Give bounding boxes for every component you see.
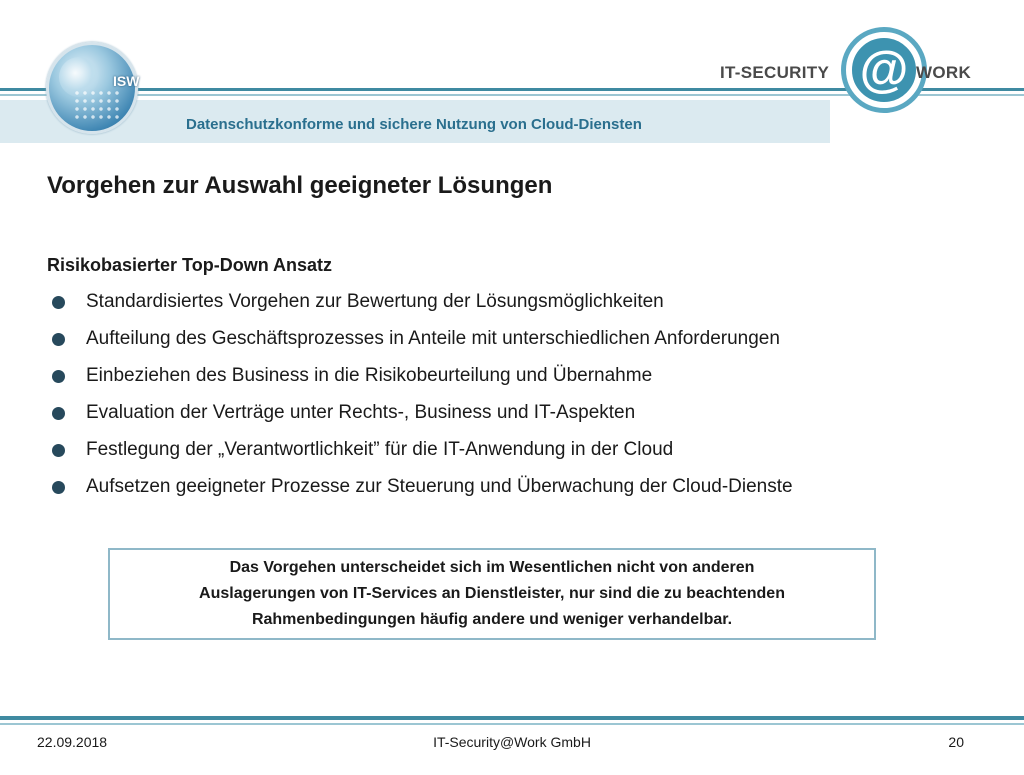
footer-divider: [0, 716, 1024, 730]
bullet-item: [47, 397, 1007, 434]
bullet-dot-icon: [52, 444, 65, 457]
bullet-dot-icon: [52, 481, 65, 494]
bullet-text: Festlegung der „Verantwortlichkeit” für die IT-Anwendung in der Cloud: [86, 439, 674, 460]
footer-date: 22.09.2018: [37, 734, 108, 750]
bullet-item: [47, 360, 1007, 397]
bullet-list: [47, 286, 1007, 508]
bullet-dot-icon: [52, 333, 65, 346]
bullet-item: [47, 323, 1007, 360]
bullet-text: Aufsetzen geeigneter Prozesse zur Steuerung und Überwachung der Cloud-Dienste: [86, 476, 793, 497]
isw-logo-text: ISW: [113, 73, 140, 89]
bullet-text: Standardisiertes Vorgehen zur Bewertung der Lösungsmöglichkeiten: [86, 291, 664, 312]
section-heading: Risikobasierter Top-Down Ansatz: [47, 255, 333, 275]
bullet-dot-icon: [52, 407, 65, 420]
isw-logo: [46, 42, 138, 134]
footer-line-thick: [0, 716, 1024, 720]
logo-text-it-security: IT-SECURITY: [720, 63, 830, 82]
bullet-item: [47, 471, 1007, 508]
bullet-item: [47, 286, 1007, 323]
callout-line: Auslagerungen von IT-Services an Dienstleister, nur sind die zu beachtenden: [199, 585, 785, 602]
slide-subtitle: Datenschutzkonforme und sichere Nutzung von Cloud-Diensten: [186, 116, 642, 133]
logo-text-work: WORK: [916, 63, 972, 82]
callout-line: Rahmenbedingungen häufig andere und weniger verhandelbar.: [251, 611, 733, 628]
footer-page-number: 20: [948, 734, 964, 750]
bullet-text: Einbeziehen des Business in die Risikobeurteilung und Übernahme: [86, 365, 653, 386]
bullet-dot-icon: [52, 296, 65, 309]
logo-at-glyph: @: [859, 41, 909, 97]
slide-title: Vorgehen zur Auswahl geeigneter Lösungen: [47, 172, 553, 199]
puzzle-pattern: [73, 89, 123, 119]
callout-line: Das Vorgehen unterscheidet sich im Wesentlichen nicht von anderen: [229, 559, 755, 576]
it-security-at-work-logo: [720, 28, 980, 112]
callout-box: [108, 548, 876, 640]
footer-company: IT-Security@Work GmbH: [433, 734, 591, 750]
bullet-text: Evaluation der Verträge unter Rechts-, Business und IT-Aspekten: [86, 402, 636, 423]
at-sign-icon: [846, 32, 922, 108]
bullet-dot-icon: [52, 370, 65, 383]
footer-line-thin: [0, 723, 1024, 725]
bullet-text: Aufteilung des Geschäftsprozesses in Anteile mit unterschiedlichen Anforderungen: [86, 328, 780, 349]
bullet-item: [47, 434, 1007, 471]
